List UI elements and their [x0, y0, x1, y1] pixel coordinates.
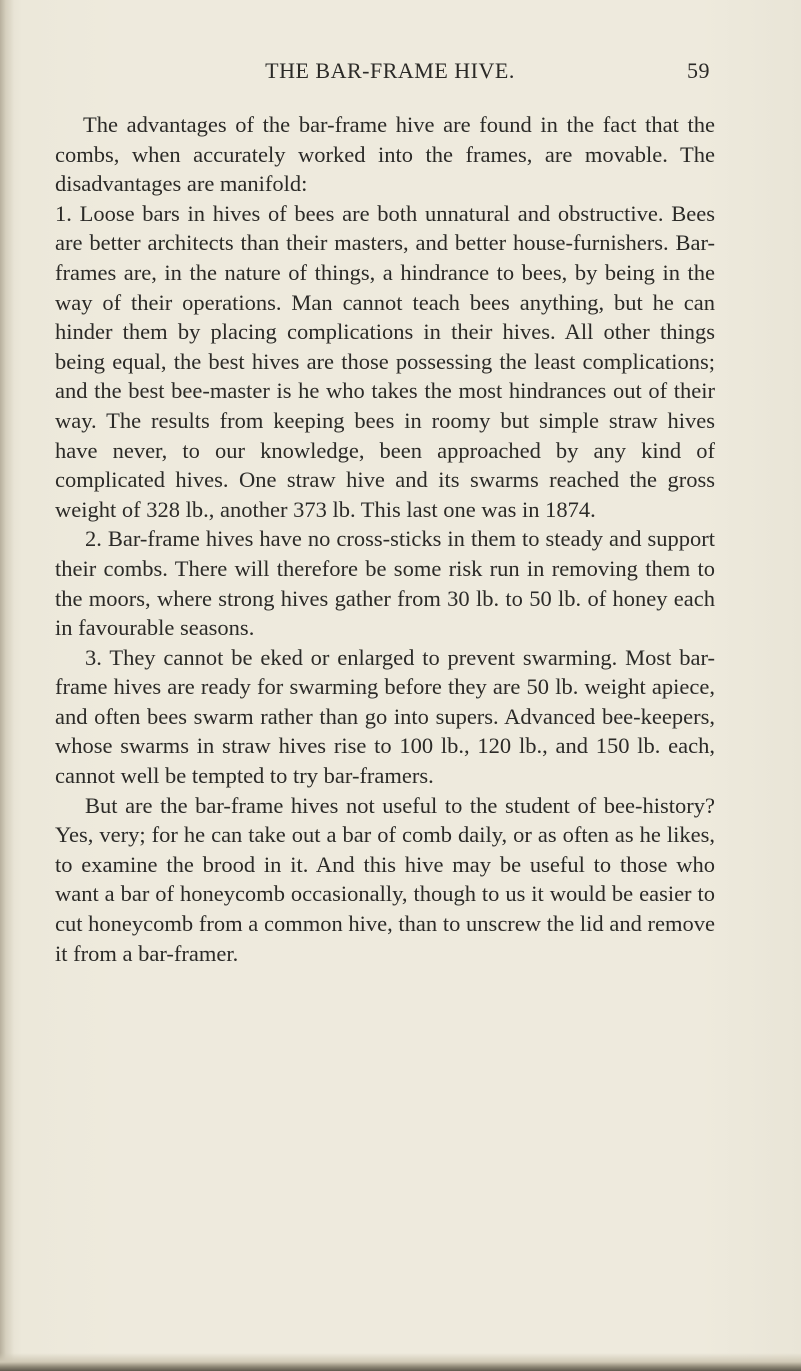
- paragraph-conclusion: But are the bar-frame hives not useful to the student of bee-history? Yes, very; for he can take out a bar of comb daily, or as often as he likes, to examine the brood in it. And this hive may be useful to those who want a bar of honeycomb occasionally, though to us it would be easier to cut honeycomb from a common hive, than to unscrew the lid and remove it from a bar-framer.: [55, 792, 715, 966]
- running-head-title: THE BAR-FRAME HIVE.: [265, 58, 515, 83]
- gutter-shadow: [0, 0, 14, 1371]
- paragraph-point-2: 2. Bar-frame hives have no cross-sticks in them to steady and support their combs. There will therefore be some risk run in removing them to the moors, where strong hives gather from 30 lb. to 50 lb. of honey each in favourable seasons.: [55, 526, 715, 641]
- paragraph-intro: The advantages of the bar-frame hive are found in the fact that the combs, when accurately worked into the frames, are movable. The disadvantages are manifold:: [55, 112, 715, 197]
- body-text: [55, 110, 715, 968]
- page-number: 59: [687, 58, 710, 83]
- paragraph-point-3: 3. They cannot be eked or enlarged to prevent swarming. Most bar-frame hives are ready for swarming before they are 50 lb. weight apiece, and often bees swarm rather than go into supers. Advanced bee-keepers, whose swarms in straw hives rise to 100 lb., 120 lb., and 150 lb. each, cannot well be tempted to try bar-framers.: [55, 644, 715, 789]
- page-bottom-edge: [0, 1353, 801, 1371]
- paragraph-point-1: 1. Loose bars in hives of bees are both unnatural and obstructive. Bees are better architects than their masters, and better house-furnishers. Bar-frames are, in the nature of things, a hindrance to bees, by being in the way of their operations. Man cannot teach bees anything, but he can hinder them by placing complications in their hives. All other things being equal, the best hives are those possessing the least complications; and the best bee-master is he who takes the most hindrances out of their way. The results from keeping bees in roomy but simple straw hives have never, to our knowledge, been approached by any kind of complicated hives. One straw hive and its swarms reached the gross weight of 328 lb., another 373 lb. This last one was in 1874.: [55, 200, 715, 522]
- running-head: [70, 58, 710, 88]
